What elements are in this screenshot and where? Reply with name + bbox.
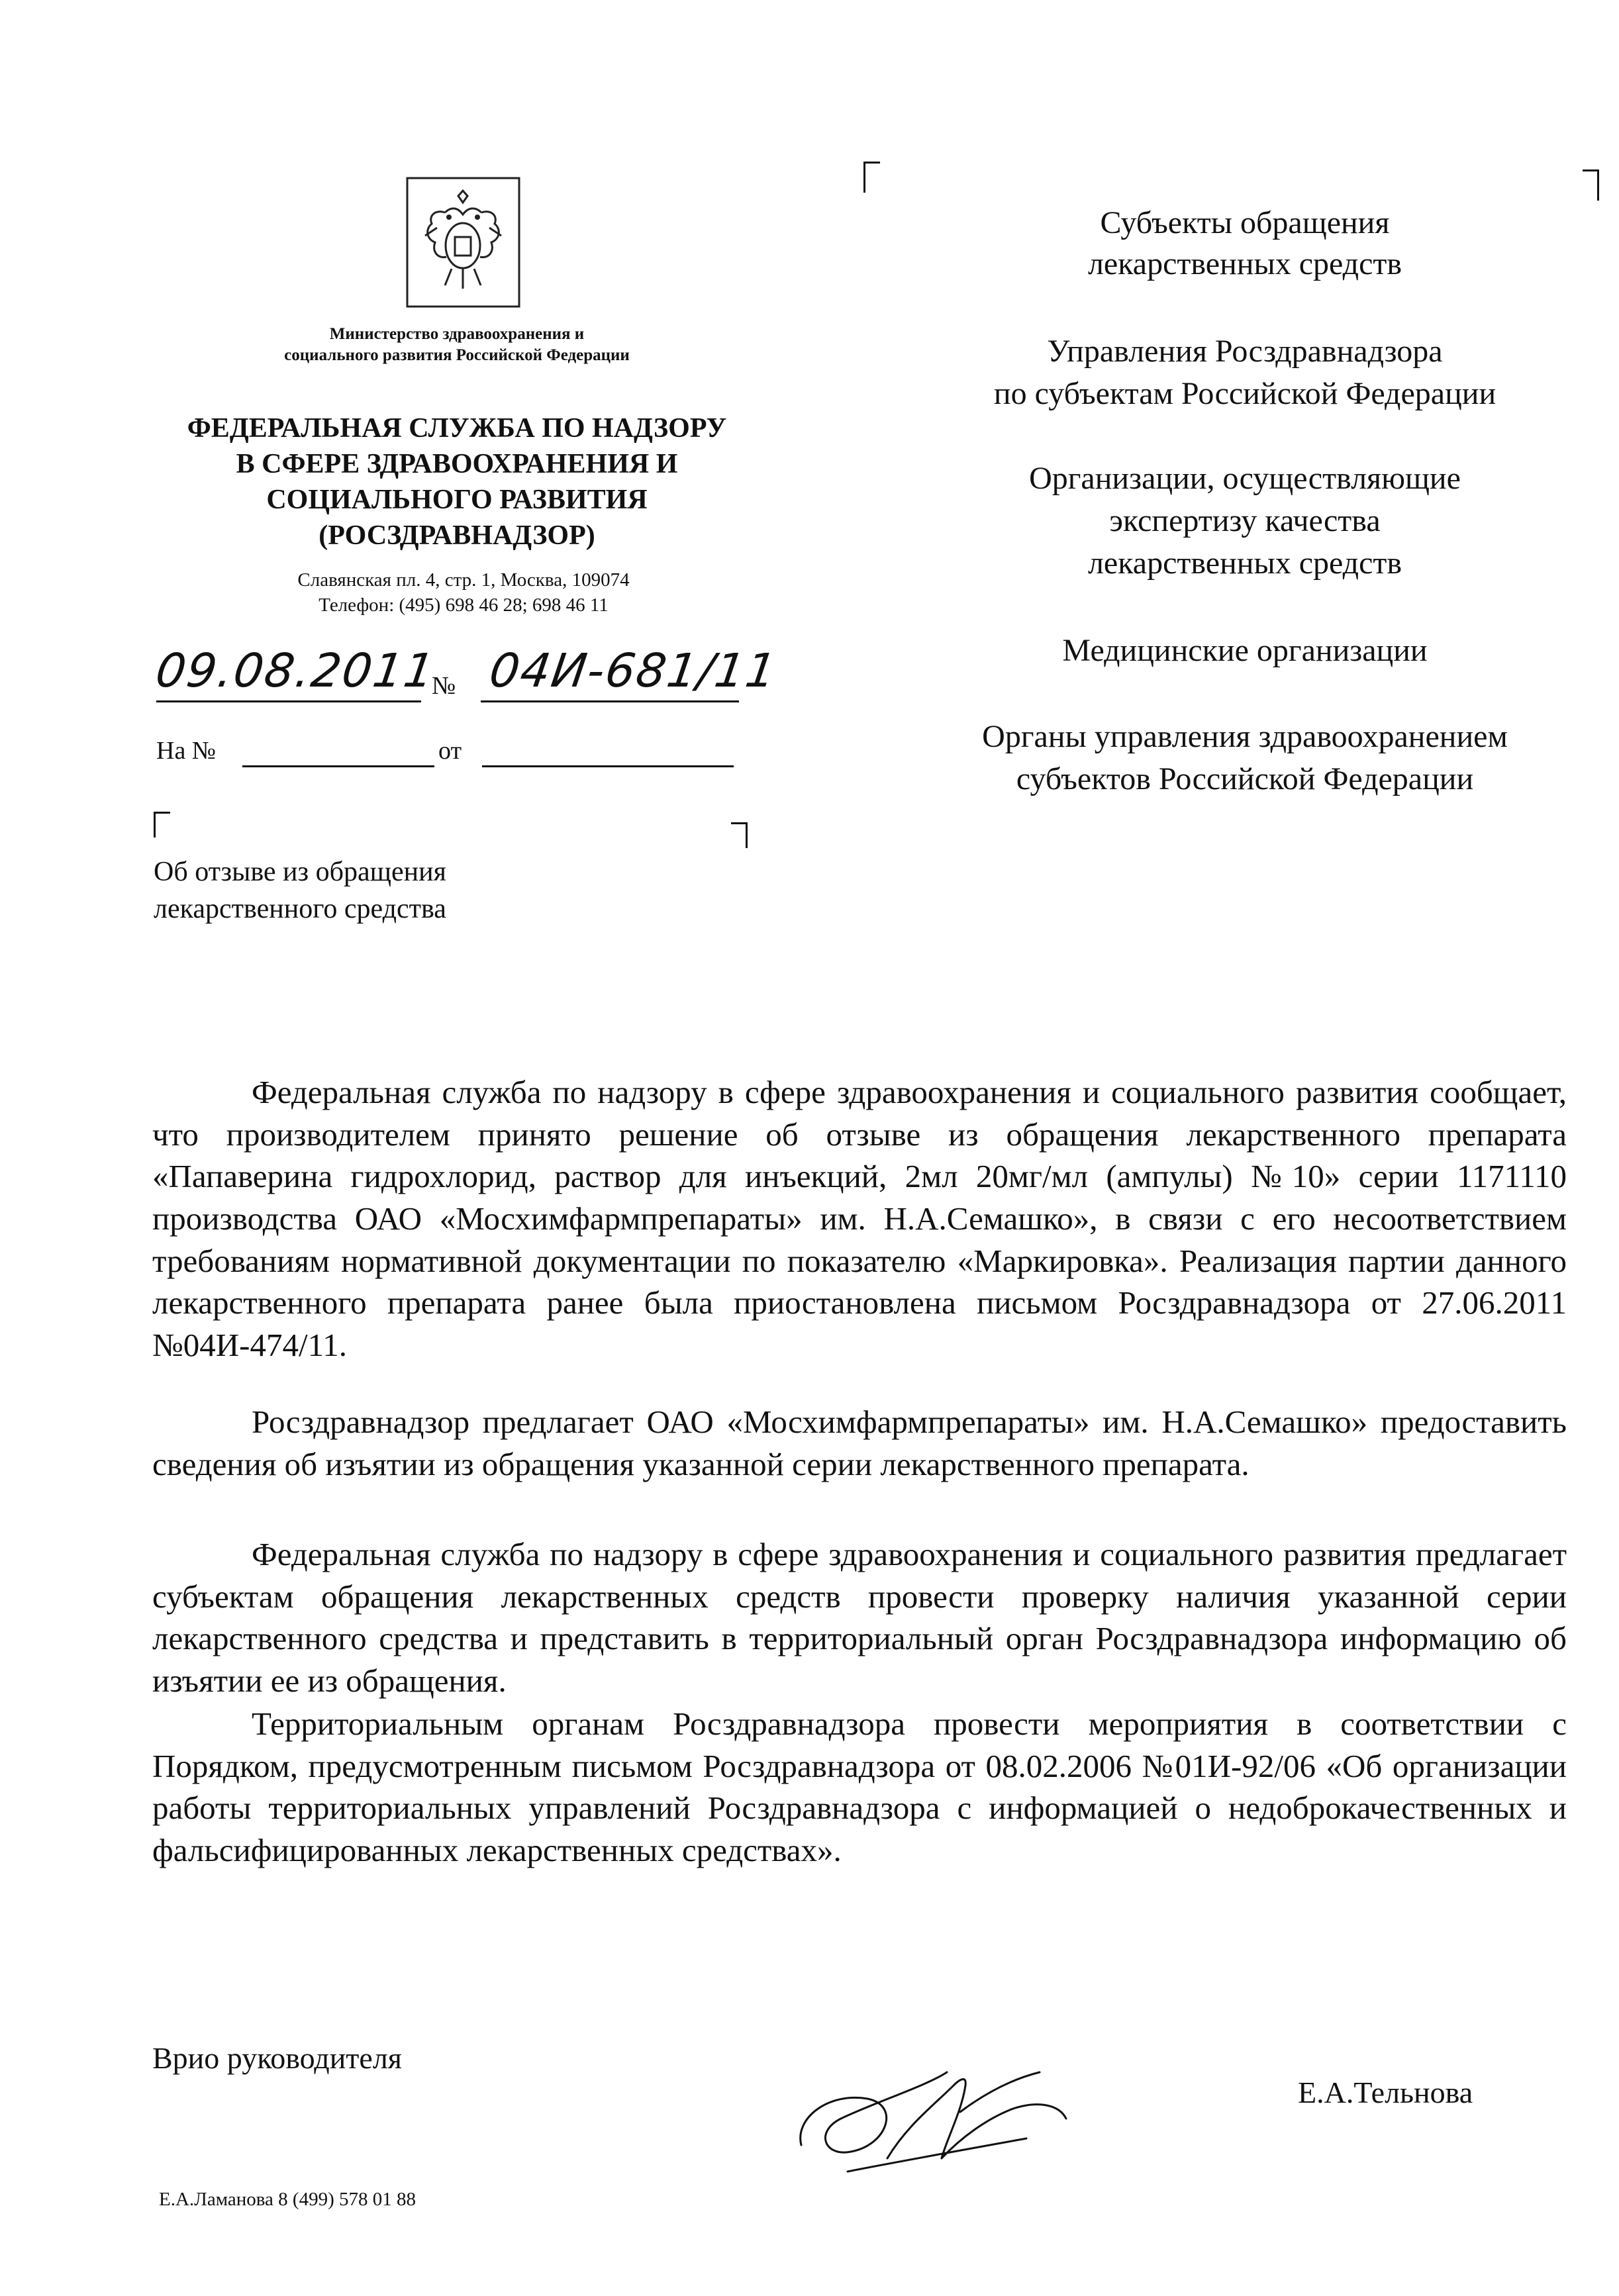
addressee-2-line-2: по субъектам Российской Федерации bbox=[993, 376, 1496, 411]
addressee-corner-right bbox=[1583, 169, 1599, 201]
handwritten-signature bbox=[788, 2046, 1079, 2191]
addressee-1-line-2: лекарственных средств bbox=[1087, 246, 1402, 281]
addressee-1-line-1: Субъекты обращения bbox=[1100, 205, 1390, 240]
service-line-2: В СФЕРЕ ЗДРАВООХРАНЕНИЯ И bbox=[236, 449, 678, 479]
addressee-corner-left bbox=[863, 162, 880, 193]
body-paragraph-2: Росздравнадзор предлагает ОАО «Мосхимфармпрепараты» им. Н.А.Семашко» предоставить сведения об изъятии из обращения указанной серии лекарственного препарата. bbox=[152, 1404, 1567, 1482]
subject-corner-left bbox=[154, 812, 170, 837]
subject-line-2: лекарственного средства bbox=[154, 894, 446, 924]
number-sign: № bbox=[432, 672, 456, 700]
service-line-4: (РОСЗДРАВНАДЗОР) bbox=[319, 520, 595, 551]
signatory-name: Е.А.Тельнова bbox=[1298, 2076, 1473, 2109]
ministry-line-2: социального развития Российской Федерации bbox=[284, 346, 630, 364]
reply-number-blank bbox=[242, 765, 434, 767]
executor-contact: Е.А.Ламанова 8 (499) 578 01 88 bbox=[159, 2189, 416, 2210]
addressee-3-line-1: Организации, осуществляющие bbox=[1029, 461, 1461, 496]
addressee-5-line-1: Органы управления здравоохранением bbox=[982, 719, 1508, 754]
addressee-5-line-2: субъектов Российской Федерации bbox=[1016, 761, 1474, 796]
ministry-line-1: Министерство здравоохранения и bbox=[329, 325, 585, 343]
coat-of-arms-icon bbox=[405, 176, 521, 309]
handwritten-date: 09.08.2011 bbox=[152, 644, 439, 698]
subject-line-1: Об отзыве из обращения bbox=[154, 857, 446, 887]
addressee-3-line-2: экспертизу качества bbox=[1109, 503, 1381, 538]
signatory-title: Врио руководителя bbox=[152, 2041, 402, 2075]
reply-number-label: На № bbox=[156, 737, 217, 765]
addressee-2-line-1: Управления Росздравнадзора bbox=[1047, 334, 1443, 369]
addressee-3-line-3: лекарственных средств bbox=[1087, 546, 1402, 581]
number-underline bbox=[481, 700, 739, 702]
addressee-4-line-1: Медицинские организации bbox=[1062, 633, 1428, 668]
handwritten-number: 04И-681/11 bbox=[486, 644, 781, 698]
date-underline bbox=[156, 700, 421, 702]
body-paragraph-4: Территориальным органам Росздравнадзора провести мероприятия в соответствии с Порядком, предусмотренным письмом Росздравнадзора от 08.02.2006 №01И-92/06 «Об организации работы территориальных управлений Росздравнадзора с информацией о недоброкачественных и фальсифицированных лекарственных средствах». bbox=[152, 1705, 1567, 1869]
service-line-3: СОЦИАЛЬНОГО РАЗВИТИЯ bbox=[266, 485, 648, 515]
address-line: Славянская пл. 4, стр. 1, Москва, 109074 bbox=[297, 569, 630, 591]
reply-from-label: от bbox=[438, 737, 462, 765]
service-line-1: ФЕДЕРАЛЬНАЯ СЛУЖБА ПО НАДЗОРУ bbox=[187, 413, 727, 444]
reply-date-blank bbox=[482, 765, 734, 767]
subject-corner-right bbox=[731, 822, 748, 848]
phone-line: Телефон: (495) 698 46 28; 698 46 11 bbox=[319, 595, 609, 616]
body-paragraph-3: Федеральная служба по надзору в сфере здравоохранения и социального развития предлагает субъектам обращения лекарственных средств провести проверку наличия указанной серии лекарственного средства и представить в территориальный орган Росздравнадзора информацию об изъятии ее из обращения. bbox=[152, 1536, 1567, 1699]
body-paragraph-1: Федеральная служба по надзору в сфере здравоохранения и социального развития сообщает, что производителем принято решение об отзыве из обращения лекарственного препарата «Папаверина гидрохлорид, раствор для инъекций, 2мл 20мг/мл (ампулы) №10» серии 1171110 производства ОАО «Мосхимфармпрепараты» им. Н.А.Семашко», в связи с его несоответствием требованиям нормативной документации по показателю «Маркировка». Реализация партии данного лекарственного препарата ранее была приостановлена письмом Росздравнадзора от 27.06.2011 №04И-474/11. bbox=[152, 1074, 1567, 1364]
